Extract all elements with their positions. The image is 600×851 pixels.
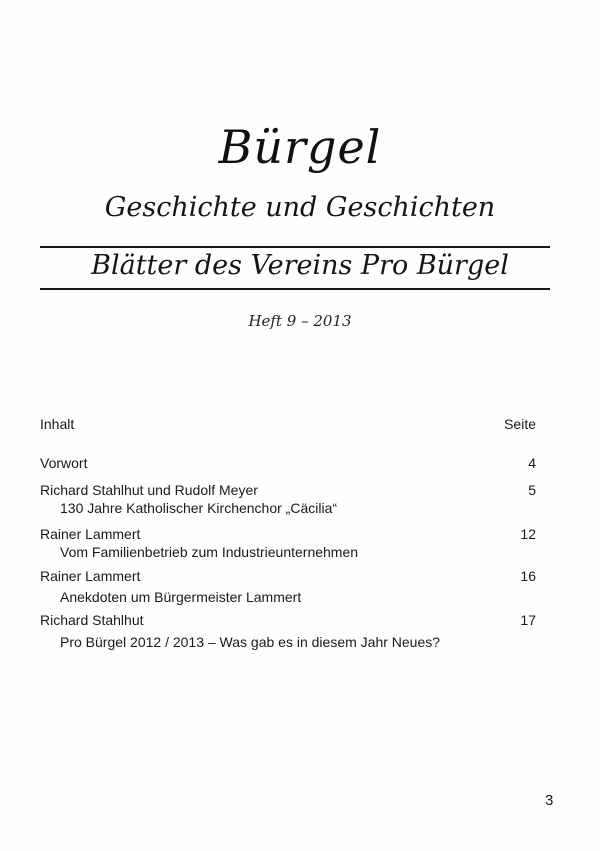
toc-entry-title: Vom Familienbetrieb zum Industrieunternehmen xyxy=(60,544,359,560)
toc-entry-page: 12 xyxy=(520,526,536,542)
toc-entry-author: Rainer Lammert xyxy=(40,568,141,584)
series-banner: Blätter des Vereins Pro Bürgel xyxy=(91,250,509,281)
toc-entry-page: 16 xyxy=(520,568,536,584)
toc-entry-page: 4 xyxy=(528,455,536,471)
page-number: 3 xyxy=(545,792,554,809)
toc-entry-title: 130 Jahre Katholischer Kirchenchor „Cäcilia“ xyxy=(60,500,338,516)
toc-entry-page: 17 xyxy=(520,612,536,628)
toc-heading-contents: Inhalt xyxy=(40,416,75,432)
publication-title: Bürgel xyxy=(218,120,382,174)
divider-top xyxy=(40,246,550,248)
toc-entry-author: Richard Stahlhut xyxy=(40,612,144,628)
publication-subtitle: Geschichte und Geschichten xyxy=(104,192,496,223)
toc-heading-page: Seite xyxy=(504,416,536,432)
issue-label: Heft 9 – 2013 xyxy=(248,312,352,330)
toc-entry-title: Anekdoten um Bürgermeister Lammert xyxy=(60,589,302,605)
toc-entry-author: Vorwort xyxy=(40,455,88,471)
toc-entry-author: Rainer Lammert xyxy=(40,526,141,542)
toc-entry-author: Richard Stahlhut und Rudolf Meyer xyxy=(40,482,258,498)
divider-bottom xyxy=(40,288,550,290)
toc-entry-title: Pro Bürgel 2012 / 2013 – Was gab es in diesem Jahr Neues? xyxy=(60,634,441,650)
toc-entry-page: 5 xyxy=(528,482,536,498)
